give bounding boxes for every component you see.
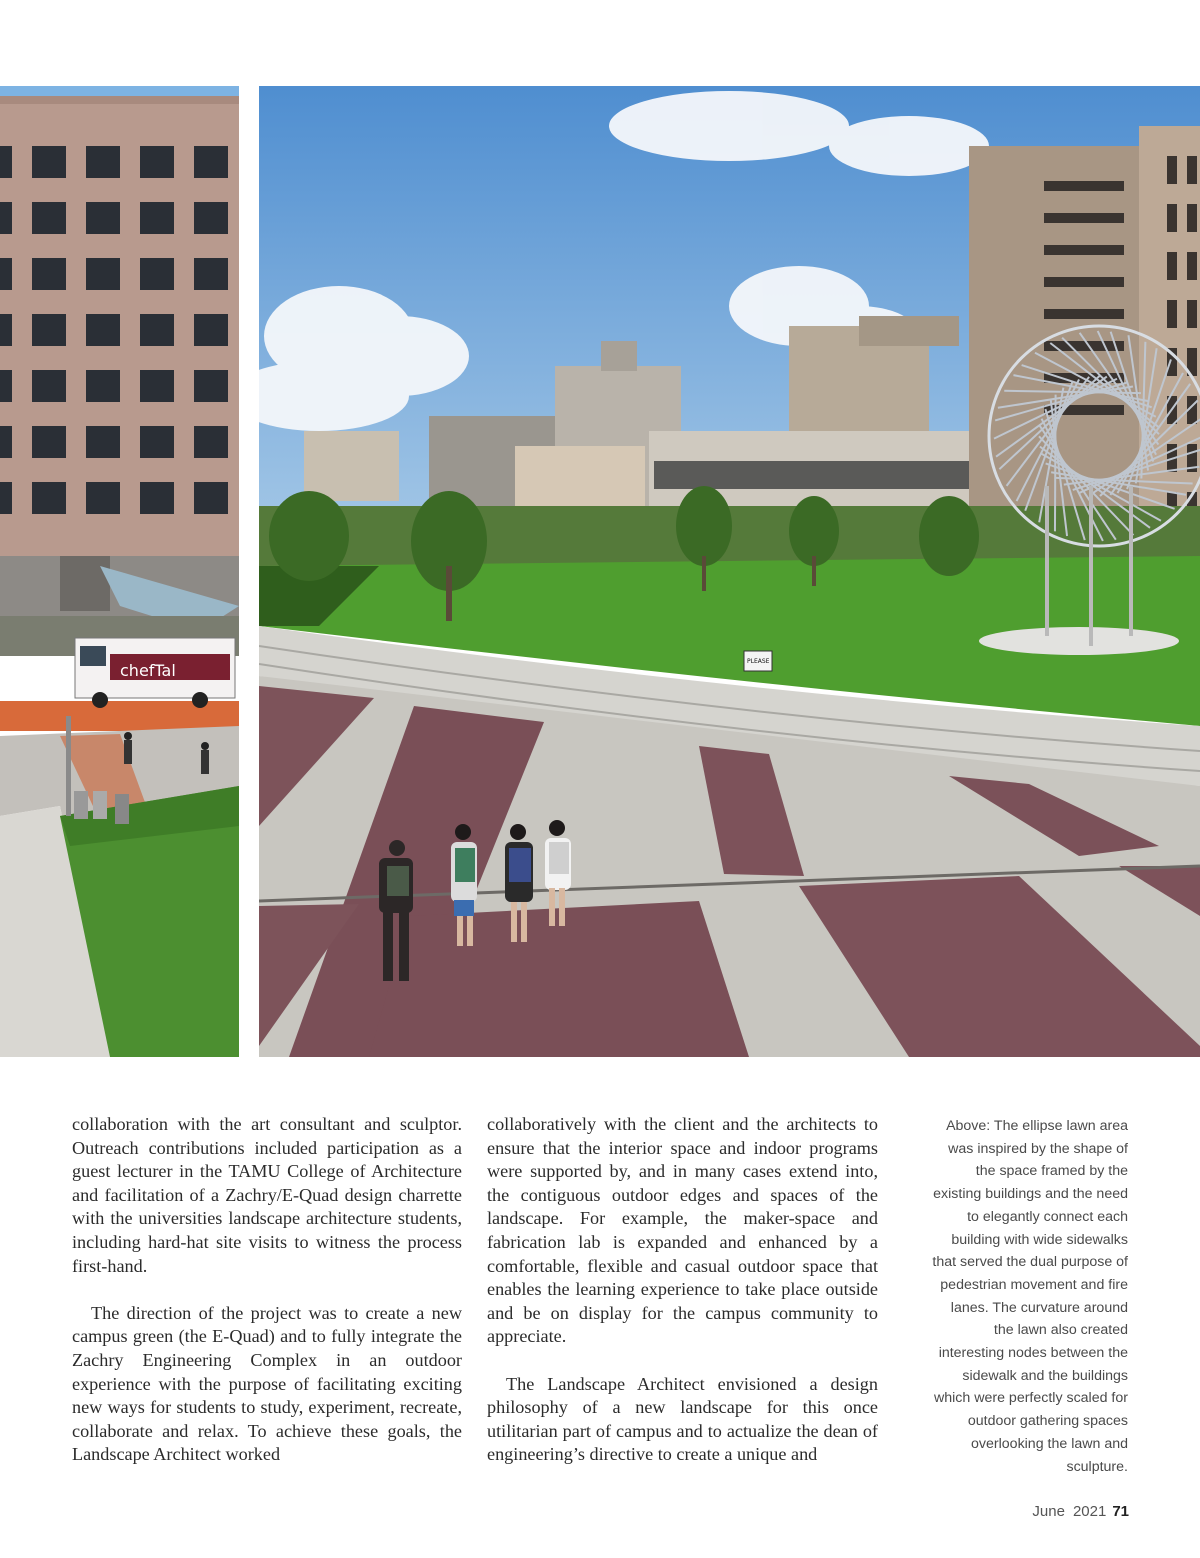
- paragraph: The Landscape Architect envisioned a design philosophy of a new landscape for this once utilitarian part of campus and to actualize the dean of engineering’s directive to create a unique and: [487, 1373, 878, 1465]
- svg-text:PLEASE: PLEASE: [747, 658, 770, 665]
- footer-month: June: [1032, 1503, 1065, 1520]
- svg-text:chefTal: chefTal: [120, 661, 176, 680]
- paragraph: The direction of the project was to create a new campus green (the E-Quad) and to fully integrate the Zachry Engineering Complex in an outdoor experience with the purpose of facilitating exciting new ways for students to study, experiment, recreate, collaborate and relax. To achieve these goals, the Landscape Architect worked: [72, 1302, 462, 1465]
- photo-e-quad-lawn-sculpture: [259, 86, 1200, 1057]
- body-column-middle: [487, 1113, 878, 1467]
- photo-building-walkway: [0, 86, 239, 1057]
- footer-year: 2021: [1072, 1503, 1107, 1520]
- body-column-left: [72, 1113, 462, 1467]
- paragraph: collaboratively with the client and the architects to ensure that the interior space and indoor programs were supported by, and in many cases extend into, the contiguous outdoor edges and spaces of the landscape. For example, the maker-space and fabrication lab is expanded and enhanced by a comfortable, flexible and casual outdoor space that enables the learning experience to take place outside and be on display for the campus community to appreciate.: [487, 1114, 878, 1347]
- photo-caption: Above: The ellipse lawn area was inspired by the shape of the space framed by the existing buildings and the need to elegantly connect each building with wide sidewalks that served the dual purpose of pedestrian movement and fire lanes. The curvature around the lawn also created interesting nodes between the sidewalk and the buildings which were perfectly scaled for outdoor gathering spaces overlooking the lawn and sculpture.: [932, 1118, 1128, 1475]
- page-footer: [1032, 1503, 1129, 1520]
- page-number: 71: [1112, 1503, 1129, 1520]
- paragraph: collaboration with the art consultant and sculptor. Outreach contributions included participation as a guest lecturer in the TAMU College of Architecture and facilitation of a Zachry/E-Quad design charrette with the universities landscape architecture students, including hard-hat site visits to witness the process first-hand.: [72, 1114, 462, 1276]
- food-truck: [75, 638, 235, 708]
